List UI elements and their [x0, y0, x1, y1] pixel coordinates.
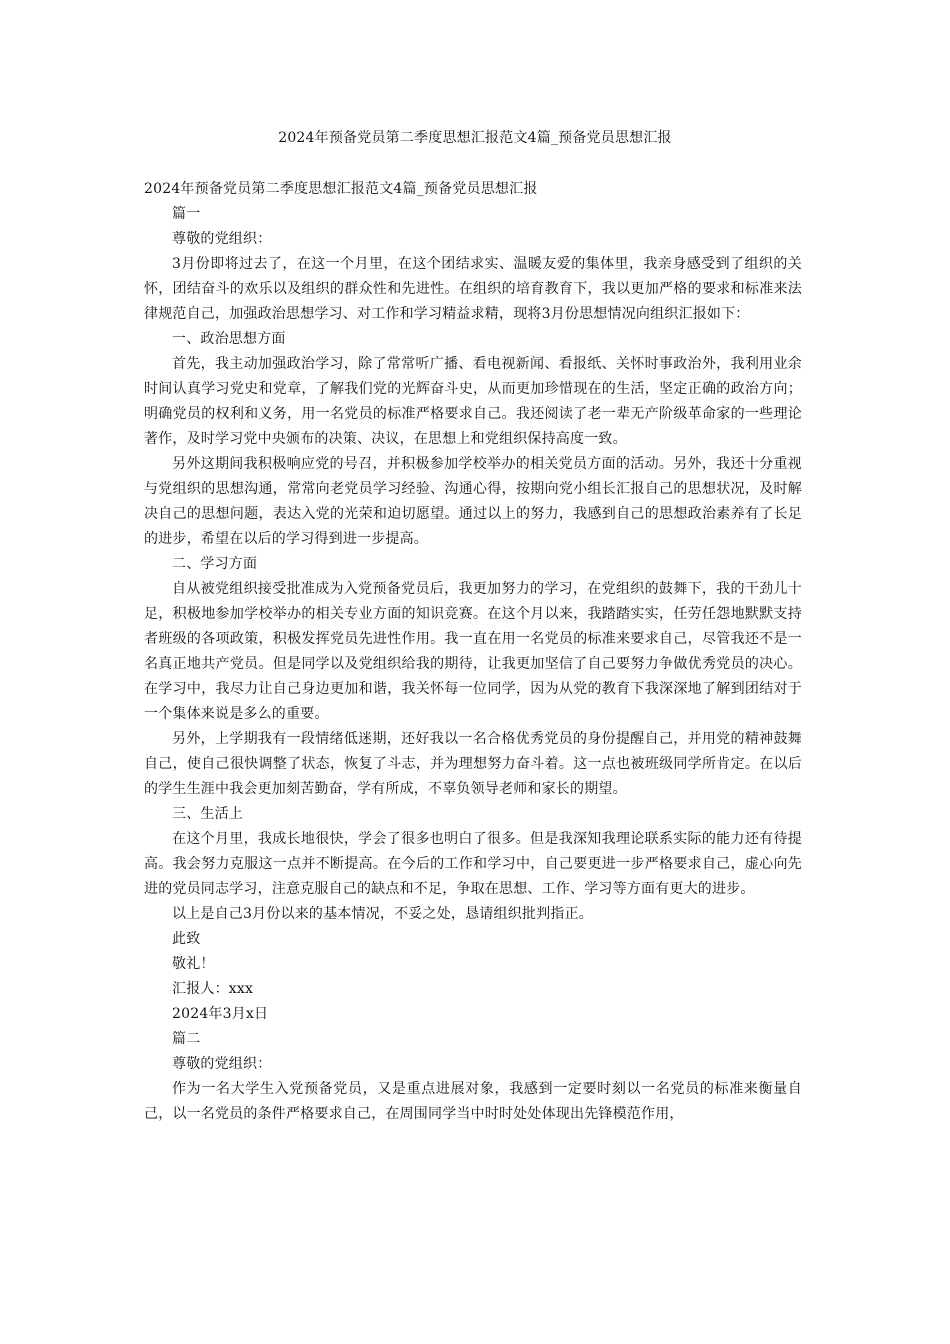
salutation: 尊敬的党组织： — [172, 1056, 272, 1072]
section-heading: 篇二 — [172, 1031, 201, 1047]
body-paragraph: 以上是自己3月份以来的基本情况，不妥之处，恳请组织批判指正。 — [172, 906, 593, 922]
closing-line: 此致 — [172, 931, 201, 947]
document-body — [144, 177, 802, 1127]
date-line: 2024年3月x日 — [172, 1006, 269, 1022]
section-heading: 二、学习方面 — [172, 556, 258, 572]
body-paragraph: 作为一名大学生入党预备党员，又是重点进展对象，我感到一定要时刻以一名党员的标准来衡量自己，以一名党员的条件严格要求自己，在周围同学当中时时处处体现出先锋模范作用， — [144, 1081, 802, 1122]
signature-line: 汇报人：xxx — [172, 981, 254, 997]
body-paragraph: 首先，我主动加强政治学习，除了常常听广播、看电视新闻、看报纸、关怀时事政治外，我利用业余时间认真学习党史和党章，了解我们党的光辉奋斗史，从而更加珍惜现在的生活，坚定正确的政治方向；明确党员的权利和义务，用一名党员的标准严格要求自己。我还阅读了老一辈无产阶级革命家的一些理论著作，及时学习党中央颁布的决策、决议，在思想上和党组织保持高度一致。 — [144, 356, 802, 447]
section-heading: 一、政治思想方面 — [172, 331, 286, 347]
body-paragraph: 在这个月里，我成长地很快，学会了很多也明白了很多。但是我深知我理论联系实际的能力还有待提高。我会努力克服这一点并不断提高。在今后的工作和学习中，自己要更进一步严格要求自己，虚心向先进的党员同志学习，注意克服自己的缺点和不足，争取在思想、工作、学习等方面有更大的进步。 — [144, 831, 802, 897]
body-paragraph: 3月份即将过去了，在这一个月里，在这个团结求实、温暖友爱的集体里，我亲身感受到了组织的关怀，团结奋斗的欢乐以及组织的群众性和先进性。在组织的培育教育下，我以更加严格的要求和标准来法律规范自己，加强政治思想学习、对工作和学习精益求精，现将3月份思想情况向组织汇报如下： — [144, 256, 802, 322]
closing-line: 敬礼！ — [172, 956, 215, 972]
body-paragraph: 自从被党组织接受批准成为入党预备党员后，我更加努力的学习，在党组织的鼓舞下，我的干劲儿十足，积极地参加学校举办的相关专业方面的知识竞赛。在这个月以来，我踏踏实实，任劳任怨地默默支持者班级的各项政策，积极发挥党员先进性作用。我一直在用一名党员的标准来要求自己，尽管我还不是一名真正地共产党员。但是同学以及党组织给我的期待，让我更加坚信了自己要努力争做优秀党员的决心。在学习中，我尽力让自己身边更加和谐，我关怀每一位同学，因为从党的教育下我深深地了解到团结对于一个集体来说是多么的重要。 — [144, 581, 802, 722]
section-heading: 篇一 — [172, 206, 201, 222]
document-title: 2024年预备党员第二季度思想汇报范文4篇_预备党员思想汇报 — [278, 130, 672, 146]
document-subtitle: 2024年预备党员第二季度思想汇报范文4篇_预备党员思想汇报 — [144, 181, 538, 197]
body-paragraph: 另外这期间我积极响应党的号召，并积极参加学校举办的相关党员方面的活动。另外，我还十分重视与党组织的思想沟通，常常向老党员学习经验、沟通心得，按期向党小组长汇报自己的思想状况，及时解决自己的思想问题，表达入党的光荣和迫切愿望。通过以上的努力，我感到自己的思想政治素养有了长足的进步，希望在以后的学习得到进一步提高。 — [144, 456, 802, 547]
body-paragraph: 另外，上学期我有一段情绪低迷期，还好我以一名合格优秀党员的身份提醒自己，并用党的精神鼓舞自己，使自己很快调整了状态，恢复了斗志，并为理想努力奋斗着。这一点也被班级同学所肯定。在以后的学生生涯中我会更加刻苦勤奋，学有所成，不辜负领导老师和家长的期望。 — [144, 731, 802, 797]
salutation: 尊敬的党组织： — [172, 231, 272, 247]
section-heading: 三、生活上 — [172, 806, 243, 822]
